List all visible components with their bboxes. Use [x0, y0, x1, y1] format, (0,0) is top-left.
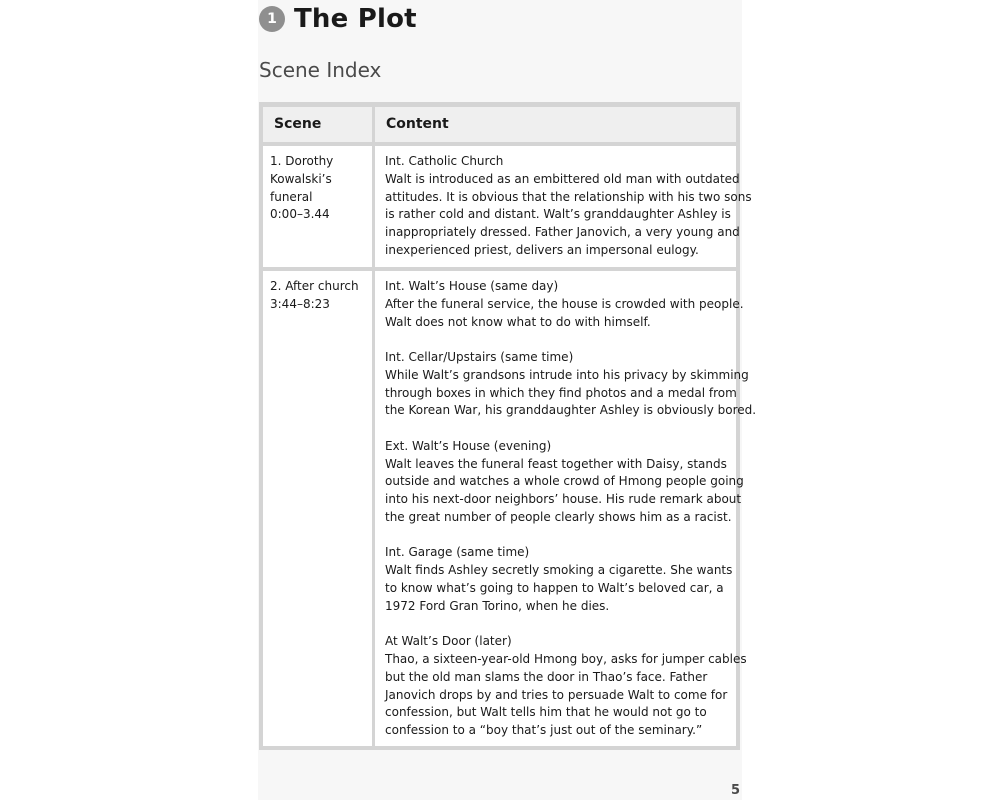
content-line: through boxes in which they find photos and a medal from	[385, 385, 737, 400]
content-line: Ext. Walt’s House (evening)	[385, 438, 552, 453]
page-number: 5	[731, 783, 741, 798]
content-line: Walt does not know what to do with himself.	[385, 314, 651, 329]
content-line: confession, but Walt tells him that he would not go to	[385, 705, 707, 720]
chapter-heading	[259, 2, 417, 36]
content-line: Walt leaves the funeral feast together with Daisy, stands	[385, 456, 727, 471]
content-line: Int. Garage (same time)	[385, 545, 530, 560]
content-line: is rather cold and distant. Walt’s granddaughter Ashley is	[385, 207, 731, 222]
content-line: the Korean War, his granddaughter Ashley is obviously bored.	[385, 403, 757, 418]
scene-line: 1. Dorothy	[270, 154, 334, 168]
scene-line: 2. After church	[270, 279, 359, 293]
content-cell	[375, 271, 757, 746]
scene-index-table	[259, 102, 757, 750]
content-line: inexperienced priest, delivers an impersonal eulogy.	[385, 242, 699, 257]
content-line: attitudes. It is obvious that the relationship with his two sons	[385, 189, 752, 204]
content-line: Thao, a sixteen-year-old Hmong boy, asks for jumper cables	[385, 651, 747, 666]
content-block	[385, 633, 747, 740]
scene-line: 0:00–3.44	[270, 207, 330, 222]
content-line: Int. Cellar/Upstairs (same time)	[385, 349, 574, 364]
content-line: outside and watches a whole crowd of Hmong people going	[385, 474, 744, 489]
scene-line: funeral	[270, 189, 313, 204]
content-line: the great number of people clearly shows him as a racist.	[385, 509, 732, 524]
scene-cell	[263, 271, 372, 746]
content-line: 1972 Ford Gran Torino, when he dies.	[385, 598, 610, 613]
scene-cell	[263, 146, 372, 267]
content-block	[385, 438, 744, 527]
content-line: At Walt’s Door (later)	[385, 634, 512, 649]
header-scene: Scene	[263, 107, 372, 142]
content-line: inappropriately dressed. Father Janovich, a very young and	[385, 225, 740, 240]
chapter-title: The Plot	[294, 4, 417, 34]
content-line: into his next-door neighbors’ house. His rude remark about	[385, 492, 742, 507]
content-line: While Walt’s grandsons intrude into his privacy by skimming	[385, 367, 749, 382]
scene-line: Kowalski’s	[270, 171, 332, 186]
content-line: Walt finds Ashley secretly smoking a cigarette. She wants	[385, 563, 733, 578]
content-line: but the old man slams the door in Thao’s face. Father	[385, 669, 708, 684]
content-block	[385, 278, 744, 331]
content-line: Int. Catholic Church	[385, 154, 504, 168]
header-content: Content	[375, 107, 736, 142]
content-line: Janovich drops by and tries to persuade Walt to come for	[385, 687, 728, 702]
content-block	[385, 544, 732, 615]
content-line: Walt is introduced as an embittered old man with outdated	[385, 171, 740, 186]
content-line: to know what’s going to happen to Walt’s beloved car, a	[385, 580, 724, 595]
content-line: Int. Walt’s House (same day)	[385, 279, 559, 293]
section-title: Scene Index	[259, 58, 382, 82]
content-block	[385, 349, 757, 420]
content-block	[385, 153, 752, 260]
chapter-number-badge: 1	[259, 6, 285, 32]
scene-line: 3:44–8:23	[270, 296, 330, 311]
content-line: confession to a “boy that’s just out of the seminary.”	[385, 723, 703, 738]
content-cell	[375, 146, 752, 267]
content-line: After the funeral service, the house is crowded with people.	[385, 296, 744, 311]
